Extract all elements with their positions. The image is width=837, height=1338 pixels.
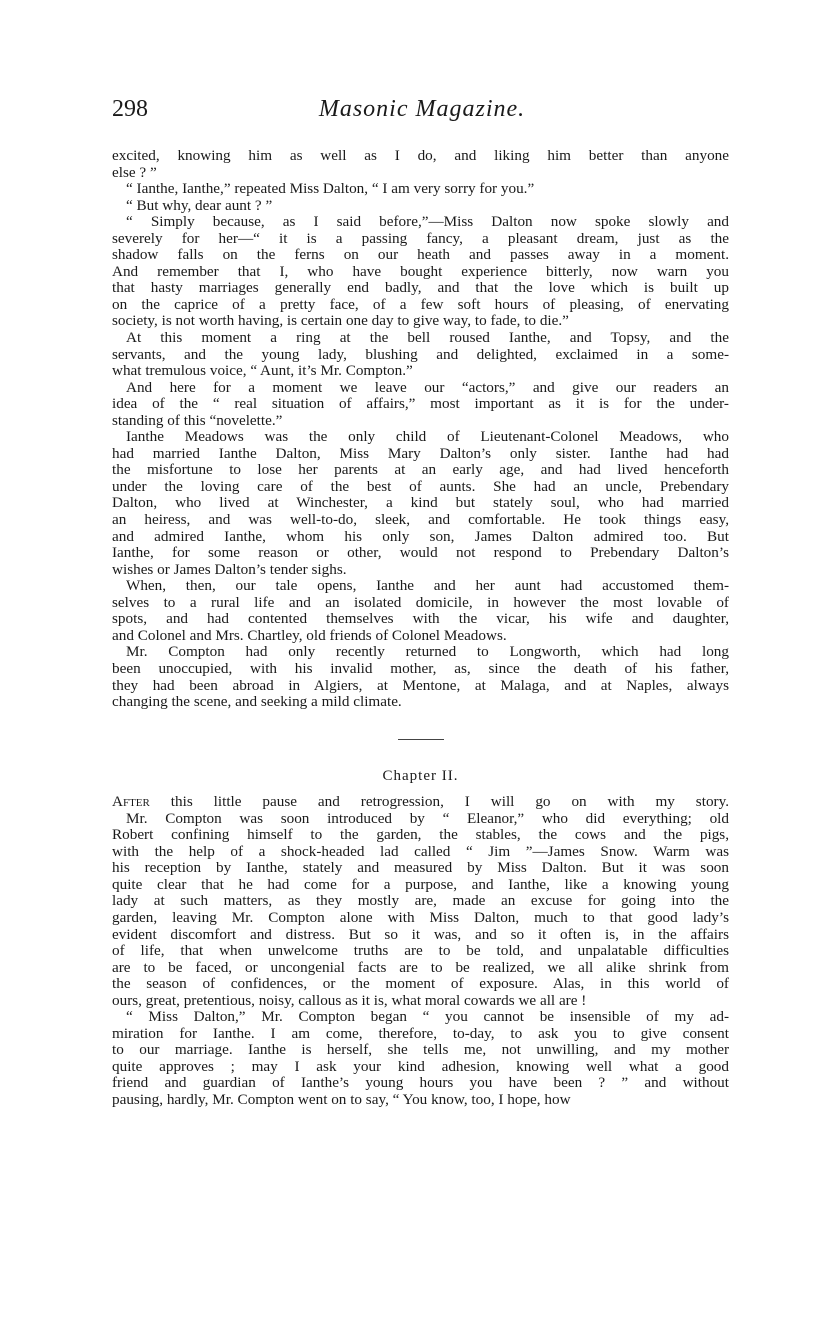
text-line — [112, 794, 729, 811]
text-line: they had been abroad in Algiers, at Mentone, at Malaga, and at Naples, always — [112, 677, 729, 694]
text-line: Robert confining himself to the garden, the stables, the cows and the pigs, — [112, 827, 729, 844]
text-line: society, is not worth having, is certain one day to give way, to fade, to die.” — [112, 313, 569, 330]
text-line: with the help of a shock-headed lad called “ Jim ”—James Snow. Warm was — [112, 843, 729, 860]
text-line: idea of the “ real situation of affairs,” most important as it is for the under- — [112, 396, 729, 413]
text-line: the misfortune to lose her parents at an early age, and had lived henceforth — [112, 462, 729, 479]
text-line: an heiress, and was well-to-do, sleek, and comfortable. He took things easy, — [112, 512, 729, 529]
text-line: “ Ianthe, Ianthe,” repeated Miss Dalton, “ I am very sorry for you.” — [126, 181, 535, 198]
page-header — [112, 96, 732, 130]
text-line: what tremulous voice, “ Aunt, it’s Mr. Compton.” — [112, 363, 413, 380]
text-section-2 — [112, 811, 729, 1109]
text-line: severely for her—“ it is a passing fancy, a pleasant dream, just as the — [112, 230, 729, 247]
text-line: servants, and the young lady, blushing and delighted, exclaimed in a some- — [112, 346, 729, 363]
section-divider — [398, 739, 444, 740]
text-line: quite clear that he had come for a purpose, and Ianthe, like a knowing young — [112, 876, 729, 893]
text-line: changing the scene, and seeking a mild climate. — [112, 694, 402, 711]
text-line: “ But why, dear aunt ? ” — [126, 197, 273, 214]
text-line: “ Miss Dalton,” Mr. Compton began “ you cannot be insensible of my ad- — [126, 1009, 729, 1026]
text-line: Dalton, who lived at Winchester, a kind but stately soul, who had married — [112, 495, 729, 512]
text-line: standing of this “novelette.” — [112, 412, 283, 429]
text-line: Mr. Compton was soon introduced by “ Eleanor,” who did everything; old — [126, 810, 729, 827]
text-line: And remember that I, who have bought experience bitterly, now warn you — [112, 263, 729, 280]
text-line: Mr. Compton had only recently returned to Longworth, which had long — [126, 644, 729, 661]
text-line: When, then, our tale opens, Ianthe and her aunt had accustomed them- — [126, 578, 729, 595]
text-line: that hasty marriages generally end badly, and that the love which is built up — [112, 280, 729, 297]
chapter-heading: Chapter II. — [382, 767, 459, 784]
text-line: evident discomfort and distress. But so it was, and so it often is, in the affairs — [112, 926, 729, 943]
text-line: ours, great, pretentious, noisy, callous as it is, what moral cowards we all are ! — [112, 992, 587, 1009]
text-line: under the loving care of the best of aunts. She had an uncle, Prebendary — [112, 478, 729, 495]
text-line-rest: this little pause and retrogression, I will go on with my story. — [149, 794, 729, 811]
text-line: had married Ianthe Dalton, Miss Mary Dalton’s only sister. Ianthe had had — [112, 445, 729, 462]
text-line: At this moment a ring at the bell roused Ianthe, and Topsy, and the — [126, 330, 729, 347]
text-line: the season of confidences, or the moment of exposure. Alas, in this world of — [112, 976, 729, 993]
text-line: spots, and had contented themselves with the vicar, his wife and daughter, — [112, 611, 729, 628]
body-text — [112, 148, 729, 1109]
text-line: quite approves ; may I ask your kind adhesion, knowing well what a good — [112, 1058, 729, 1075]
text-line: garden, leaving Mr. Compton alone with Miss Dalton, much to that good lady’s — [112, 909, 729, 926]
text-line: Ianthe Meadows was the only child of Lieutenant-Colonel Meadows, who — [126, 429, 729, 446]
text-line: Ianthe, for some reason or other, would not respond to Prebendary Dalton’s — [112, 545, 729, 562]
text-line: shadow falls on the ferns on our heath and passes away in a moment. — [112, 247, 729, 264]
text-line: to our marriage. Ianthe is herself, she tells me, not unwilling, and my mother — [112, 1042, 729, 1059]
text-line: And here for a moment we leave our “actors,” and give our readers an — [126, 379, 729, 396]
text-line: excited, knowing him as well as I do, and liking him better than anyone — [112, 148, 729, 164]
text-line: wishes or James Dalton’s tender sighs. — [112, 561, 347, 578]
text-line: selves to a rural life and an isolated domicile, in however the most lovable of — [112, 594, 729, 611]
text-line: are to be faced, or uncongenial facts are to be realized, we all alike shrink from — [112, 959, 729, 976]
text-line: miration for Ianthe. I am come, therefore, to-day, to ask you to give consent — [112, 1025, 729, 1042]
text-line: and admired Ianthe, whom his only son, James Dalton admired too. But — [112, 528, 729, 545]
text-line: else ? ” — [112, 164, 157, 181]
text-line: lady at such matters, as they mostly are, made an excuse for going into the — [112, 893, 729, 910]
drop-word: After — [112, 794, 150, 811]
text-line: of life, that when unwelcome truths are to be told, and unpalatable difficulties — [112, 943, 729, 960]
text-line: “ Simply because, as I said before,”—Miss Dalton now spoke slowly and — [126, 214, 729, 231]
text-line: friend and guardian of Ianthe’s young hours you have been ? ” and without — [112, 1075, 729, 1092]
page-number: 298 — [112, 96, 148, 122]
text-line: been unoccupied, with his invalid mother, as, since the death of his father, — [112, 660, 729, 677]
text-line: and Colonel and Mrs. Chartley, old friends of Colonel Meadows. — [112, 627, 507, 644]
running-title: Masonic Magazine. — [318, 96, 526, 122]
text-line: his reception by Ianthe, stately and measured by Miss Dalton. But it was soon — [112, 860, 729, 877]
text-line: on the caprice of a pretty face, of a few soft hours of pleasing, of enervating — [112, 296, 729, 313]
text-line: pausing, hardly, Mr. Compton went on to say, “ You know, too, I hope, how — [112, 1091, 571, 1108]
text-section-1 — [112, 148, 729, 711]
